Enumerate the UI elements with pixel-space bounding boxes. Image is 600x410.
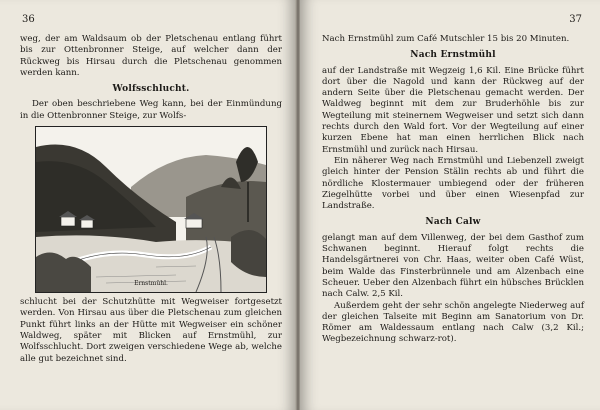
left-page — [0, 0, 296, 410]
page-number-left: 36 — [22, 14, 35, 25]
heading-nach-ernstmuehl: Nach Ernstmühl — [410, 50, 496, 61]
right-paragraph-top: Nach Ernstmühl zum Café Mutschler 15 bis 20 Minuten. — [322, 34, 570, 44]
left-page-text — [20, 34, 282, 365]
right-page — [300, 0, 600, 410]
left-paragraph-bottom: schlucht bei der Schutzhütte mit Wegweiser fortgesetzt werden. Von Hirsau aus über die Pletschenau zum gleichen Punkt führt links an der Hütte mit Wegweiser ein schöner Waldweg, später mit Blicken auf Ernstmühl, zur Wolfsschlucht. Dort zweigen verschiedene Wege ab, welche alle gut bezeichnet sind. — [20, 297, 282, 364]
left-paragraph-intro: Der oben beschriebene Weg kann, bei der Einmündung in die Ottenbronner Steige, zur Wolfs- — [20, 99, 282, 121]
illustration-caption: Ernstmühl. — [134, 279, 168, 287]
valley-engraving — [36, 127, 266, 292]
right-paragraph-3: gelangt man auf dem Villenweg, der bei dem Gasthof zum Schwanen beginnt. Hierauf folgt rechts die Handelsgärtnerei von Chr. Haas, weiter oben Café Wüst, beim Walde das Finsterbrünnele und am Alzenbach eine Scheuer. Ueber den Alzenbach führt ein hübsches Brücklen nach Calw. 2,5 Kil. — [322, 232, 584, 300]
house — [61, 217, 75, 226]
heading-wolfsschlucht: Wolfsschlucht. — [112, 84, 190, 95]
right-page-text — [322, 34, 584, 346]
right-paragraph-1: auf der Landstraße mit Wegzeig 1,6 Kil. Eine Brücke führt dort über die Nagold und kann der Rückweg auf der andern Seite über die Pletschenau gemacht werden. Der Waldweg beginnt mit dem zur Bruderhöhle bis zur Wegteilung mit steinernem Wegweiser und setzt sich dann rechts durch den Wald fort. Vor der Wegteilung auf einer kurzen Ebene hat man einen herrlichen Blick nach Ernstmühl und zurück nach Hirsau. — [322, 65, 584, 155]
left-paragraph-top: weg, der am Waldsaum ob der Pletschenau entlang führt bis zur Ottenbronner Steige, auf welcher dann der Rückweg bis Hirsau durch die Pletschenau genommen werden kann. — [20, 34, 282, 78]
heading-nach-calw: Nach Calw — [425, 217, 481, 228]
right-paragraph-2: Ein näherer Weg nach Ernstmühl und Liebenzell zweigt gleich hinter der Pension Stälin rechts ab und führt die nördliche Klostermauer umbiegend oder der früheren Ziegelhütte vorbei und über einen Wiesenpfad zur Landstraße. — [322, 155, 584, 212]
right-paragraph-4: Außerdem geht der sehr schön angelegte Niederweg auf der gleichen Talseite mit Beginn am Sanatorium von Dr. Römer am Waldessaum entlang nach Calw (3,2 Kil.; Wegbezeichnung schwarz-rot). — [322, 300, 584, 345]
page-number-right: 37 — [569, 14, 582, 25]
illustration-ernstmuehl — [35, 126, 267, 293]
